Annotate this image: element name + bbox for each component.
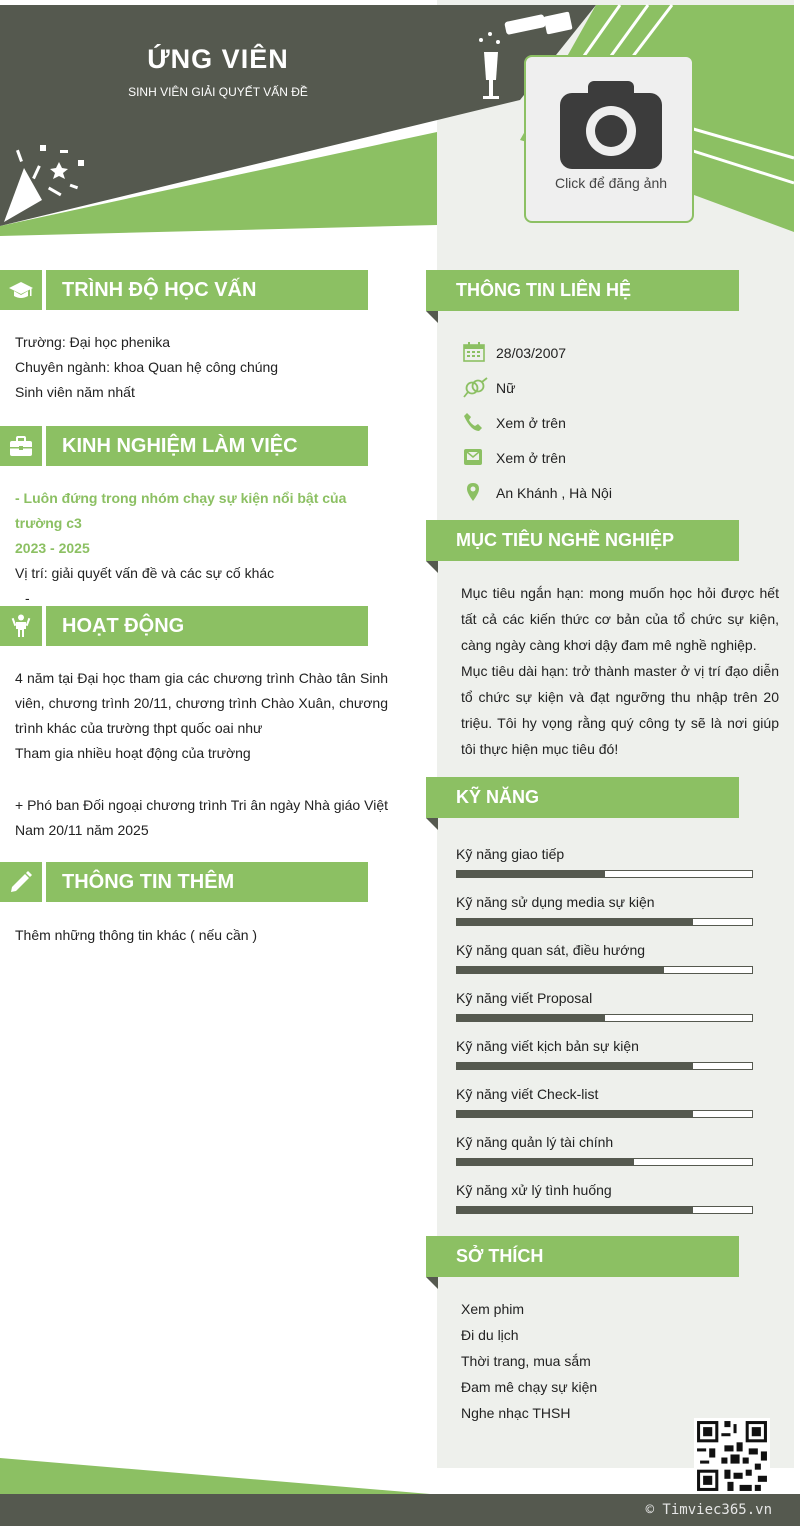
email-value: Xem ở trên: [496, 450, 566, 466]
objective-long-term: Mục tiêu dài hạn: trở thành master ở vị trí đạo diễn tổ chức sự kiện và đạt ngưỡng thu nhập trên 20 triệu. Tôi hy vọng rằng quý công ty sẽ là nơi giúp tôi thực hiện mục tiêu đó!: [461, 663, 779, 757]
candidate-name: ỨNG VIÊN: [147, 44, 289, 74]
skill-level-bar: [456, 1014, 753, 1022]
skill-label: Kỹ năng viết kịch bản sự kiện: [456, 1038, 639, 1054]
skill-level-bar: [456, 1062, 753, 1070]
hobby-item: Nghe nhạc THSH: [461, 1405, 571, 1421]
address-value: An Khánh , Hà Nội: [496, 485, 612, 501]
skill-level-bar: [456, 1158, 753, 1166]
education-details: [15, 330, 388, 405]
skill-label: Kỹ năng viết Check-list: [456, 1086, 599, 1102]
hobby-item: Đi du lịch: [461, 1327, 519, 1343]
contact-phone: [463, 412, 763, 434]
skill-level-fill: [457, 1159, 634, 1165]
photo-upload-label: Click để đăng ảnh: [554, 175, 668, 191]
skill-level-fill: [457, 1015, 605, 1021]
skill-item: [456, 1134, 753, 1174]
hobby-item: Xem phim: [461, 1301, 525, 1317]
skill-label: Kỹ năng quan sát, điều hướng: [456, 942, 646, 958]
section-contact-heading: [426, 270, 739, 311]
skill-item: [456, 846, 753, 886]
extra-details: Thêm những thông tin khác ( nếu cần ): [15, 927, 258, 943]
section-activities-heading: [0, 606, 368, 646]
map-pin-icon: [463, 482, 483, 502]
section-title: THÔNG TIN LIÊN HỆ: [456, 280, 631, 300]
camera-icon: [560, 81, 662, 169]
skill-label: Kỹ năng xử lý tình huống: [456, 1182, 612, 1198]
education-line: Sinh viên năm nhất: [15, 384, 135, 400]
section-title: KỸ NĂNG: [456, 787, 540, 807]
activities-paragraph: + Phó ban Đối ngoại chương trình Tri ân ngày Nhà giáo Việt Nam 20/11 năm 2025: [15, 797, 388, 838]
experience-period: 2023 - 2025: [15, 540, 90, 556]
skill-item: [456, 942, 753, 982]
email-icon: [463, 447, 483, 467]
qr-code-icon: [694, 1418, 770, 1494]
activities-paragraph: Tham gia nhiều hoạt động của trường: [15, 745, 251, 761]
objective-short-term: Mục tiêu ngắn hạn: mong muốn học hỏi được hết tất cả các kiến thức cơ bản của tổ chức sự kiện, càng ngày càng khơi dậy đam mê nghề nghiệp.: [461, 585, 779, 653]
experience-highlight: - Luôn đứng trong nhóm chạy sự kiện nổi bật của trường c3: [15, 490, 347, 531]
section-title: HOẠT ĐỘNG: [62, 615, 185, 637]
skill-label: Kỹ năng sử dụng media sự kiện: [456, 894, 655, 910]
skill-level-fill: [457, 871, 605, 877]
section-title: SỞ THÍCH: [456, 1246, 544, 1266]
section-skills-heading: [426, 777, 739, 818]
skill-level-bar: [456, 918, 753, 926]
copyright-text: © Timviec365.vn: [645, 1502, 772, 1518]
skill-level-fill: [457, 919, 693, 925]
hobby-item: Đam mê chạy sự kiện: [461, 1379, 598, 1395]
skill-label: Kỹ năng quản lý tài chính: [456, 1134, 614, 1150]
skill-item: [456, 1038, 753, 1078]
contact-email: [463, 447, 763, 469]
briefcase-icon: [9, 434, 33, 458]
contact-gender: [463, 377, 763, 399]
skill-label: Kỹ năng giao tiếp: [456, 846, 565, 862]
candidate-title: SINH VIÊN GIẢI QUYẾT VẤN ĐỀ: [128, 85, 308, 99]
calendar-icon: [463, 342, 485, 362]
activities-paragraph: 4 năm tại Đại học tham gia các chương trình Chào tân Sinh viên, chương trình 20/11, chương trình Chào Xuân, chương trình khác của trường thpt quốc oai như: [15, 670, 388, 736]
education-line: Chuyên ngành: khoa Quan hệ công chúng: [15, 359, 279, 375]
section-title: THÔNG TIN THÊM: [62, 871, 235, 893]
person-icon: [9, 614, 33, 638]
section-title: TRÌNH ĐỘ HỌC VẤN: [62, 279, 257, 301]
graduation-cap-icon: [9, 278, 33, 302]
skill-item: [456, 1086, 753, 1126]
section-title: MỤC TIÊU NGHỀ NGHIỆP: [456, 530, 675, 550]
skill-level-bar: [456, 1206, 753, 1214]
section-objective-heading: [426, 520, 739, 561]
skill-level-fill: [457, 1063, 693, 1069]
hobbies-list: [461, 1296, 761, 1426]
activities-details: [15, 666, 388, 843]
contact-birthday: [463, 342, 763, 364]
skill-level-bar: [456, 966, 753, 974]
section-extra-heading: [0, 862, 368, 902]
photo-upload[interactable]: [524, 55, 694, 223]
experience-details: [15, 486, 388, 611]
section-hobbies-heading: [426, 1236, 739, 1277]
contact-address: [463, 482, 763, 504]
skill-item: [456, 990, 753, 1030]
education-line: Trường: Đại học phenika: [15, 334, 170, 350]
gender-value: Nữ: [496, 380, 516, 396]
section-education-heading: [0, 270, 368, 310]
section-experience-heading: [0, 426, 368, 466]
skill-level-bar: [456, 1110, 753, 1118]
skill-level-fill: [457, 1207, 693, 1213]
skill-label: Kỹ năng viết Proposal: [456, 990, 593, 1006]
section-title: KINH NGHIỆM LÀM VIỆC: [62, 435, 298, 457]
phone-icon: [463, 412, 483, 432]
experience-position: Vị trí: giải quyết vấn đề và các sự cố khác: [15, 565, 275, 581]
skill-item: [456, 1182, 753, 1222]
pencil-icon: [9, 870, 33, 894]
objective-details: [461, 580, 779, 762]
skill-level-fill: [457, 967, 664, 973]
phone-value: Xem ở trên: [496, 415, 566, 431]
birthday-value: 28/03/2007: [496, 345, 567, 361]
experience-dash: -: [25, 590, 30, 606]
hobby-item: Thời trang, mua sắm: [461, 1353, 591, 1369]
gender-icon: [463, 377, 489, 399]
skill-item: [456, 894, 753, 934]
skill-level-fill: [457, 1111, 693, 1117]
skill-level-bar: [456, 870, 753, 878]
